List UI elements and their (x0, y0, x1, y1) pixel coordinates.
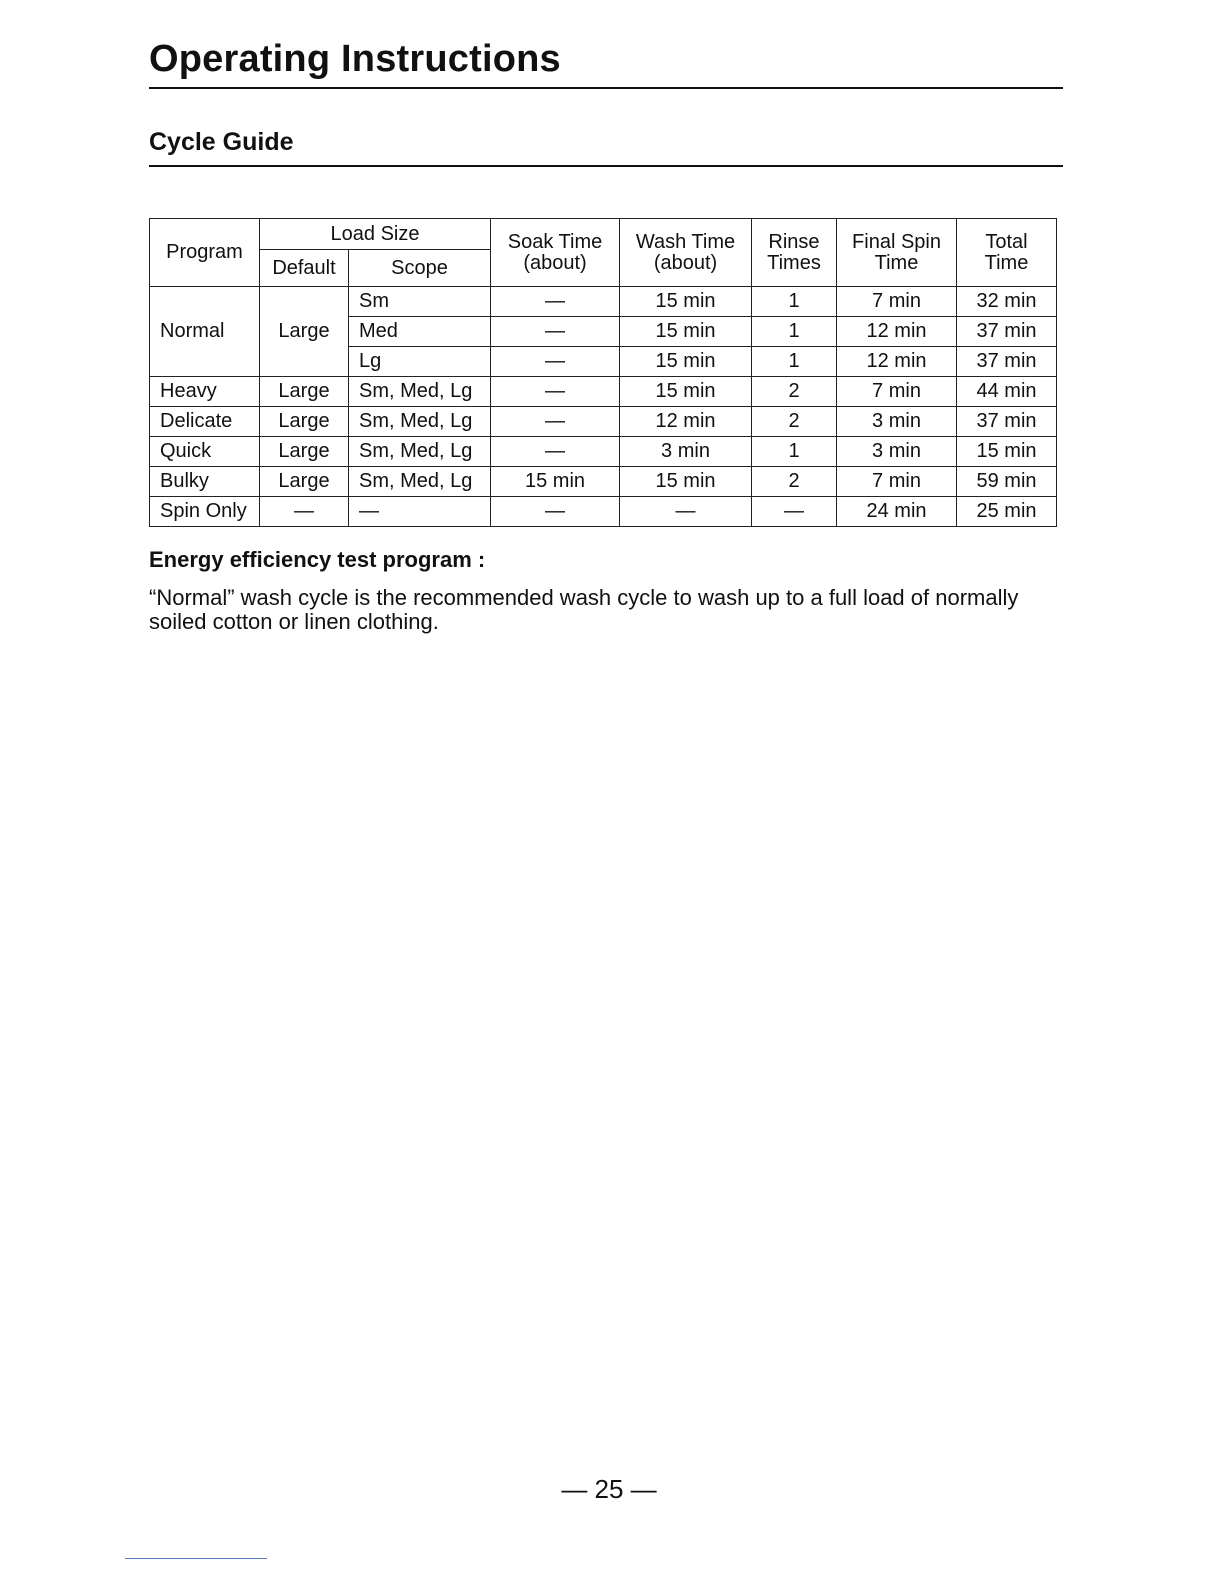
total-cell: 32 min (957, 287, 1057, 317)
program-cell: Delicate (150, 407, 260, 437)
section-divider (149, 165, 1063, 167)
wash-cell: 3 min (620, 437, 752, 467)
default-cell: Large (260, 287, 349, 377)
default-cell: Large (260, 437, 349, 467)
scope-cell: Lg (349, 347, 491, 377)
table-row (150, 377, 1057, 407)
program-cell: Bulky (150, 467, 260, 497)
section-title: Cycle Guide (149, 128, 294, 156)
total-cell: 59 min (957, 467, 1057, 497)
spin-cell: 24 min (837, 497, 957, 527)
default-cell: Large (260, 377, 349, 407)
rinse-cell: 1 (752, 317, 837, 347)
total-cell: 44 min (957, 377, 1057, 407)
header-program: Program (150, 219, 260, 287)
header-total-line1: Total (985, 230, 1028, 253)
header-row-1 (150, 219, 1057, 250)
header-wash-line1: Wash Time (635, 230, 736, 253)
wash-cell: 15 min (620, 287, 752, 317)
program-cell: Quick (150, 437, 260, 467)
scope-cell: Sm, Med, Lg (349, 407, 491, 437)
spin-cell: 7 min (837, 377, 957, 407)
total-cell: 15 min (957, 437, 1057, 467)
wash-cell: 15 min (620, 347, 752, 377)
rinse-cell: 1 (752, 437, 837, 467)
rinse-cell: 2 (752, 377, 837, 407)
spin-cell: 7 min (837, 467, 957, 497)
soak-cell: — (491, 317, 620, 347)
rinse-cell: 2 (752, 467, 837, 497)
header-rinse-line2: Times (767, 251, 821, 274)
wash-cell: 15 min (620, 467, 752, 497)
soak-cell: — (491, 407, 620, 437)
program-cell: Spin Only (150, 497, 260, 527)
header-spin-line1: Final Spin (852, 230, 941, 253)
default-cell: Large (260, 407, 349, 437)
total-cell: 37 min (957, 347, 1057, 377)
total-cell: 37 min (957, 407, 1057, 437)
spin-cell: 12 min (837, 347, 957, 377)
total-cell: 37 min (957, 317, 1057, 347)
scope-cell: Sm (349, 287, 491, 317)
scope-cell: Sm, Med, Lg (349, 377, 491, 407)
header-total-line2: Time (984, 251, 1029, 274)
energy-heading: Energy efficiency test program : (149, 547, 486, 572)
header-total-time (957, 219, 1057, 287)
spin-cell: 3 min (837, 437, 957, 467)
page-title: Operating Instructions (149, 38, 561, 80)
header-spin-line2: Time (874, 251, 919, 274)
table-row (150, 287, 1057, 317)
scope-cell: Sm, Med, Lg (349, 467, 491, 497)
spin-cell: 7 min (837, 287, 957, 317)
program-cell: Normal (150, 287, 260, 377)
soak-cell: — (491, 287, 620, 317)
wash-cell: 15 min (620, 317, 752, 347)
footer-line (125, 1558, 267, 1559)
table-row (150, 407, 1057, 437)
header-wash-line2: (about) (653, 251, 718, 274)
header-rinse-line1: Rinse (768, 230, 820, 253)
rinse-cell: — (752, 497, 837, 527)
soak-cell: — (491, 437, 620, 467)
soak-cell: — (491, 497, 620, 527)
soak-cell: — (491, 347, 620, 377)
default-cell: — (260, 497, 349, 527)
energy-description: “Normal” wash cycle is the recommended wash cycle to wash up to a full load of normally soiled cotton or linen clothing. (149, 585, 1019, 634)
header-load-size: Load Size (260, 219, 491, 250)
scope-cell: Sm, Med, Lg (349, 437, 491, 467)
table-row (150, 437, 1057, 467)
wash-cell: 15 min (620, 377, 752, 407)
header-final-spin (837, 219, 957, 287)
spin-cell: 12 min (837, 317, 957, 347)
spin-cell: 3 min (837, 407, 957, 437)
header-wash-time (620, 219, 752, 287)
header-rinse-times (752, 219, 837, 287)
rinse-cell: 2 (752, 407, 837, 437)
rinse-cell: 1 (752, 287, 837, 317)
table-row (150, 467, 1057, 497)
soak-cell: — (491, 377, 620, 407)
program-cell: Heavy (150, 377, 260, 407)
header-soak-line2: (about) (523, 251, 587, 274)
scope-cell: — (349, 497, 491, 527)
wash-cell: 12 min (620, 407, 752, 437)
header-soak-time (491, 219, 620, 287)
scope-cell: Med (349, 317, 491, 347)
table-row (150, 497, 1057, 527)
cycle-guide-table (149, 218, 1057, 527)
page-number: — 25 — (561, 1474, 657, 1504)
wash-cell: — (620, 497, 752, 527)
header-default: Default (260, 250, 349, 287)
total-cell: 25 min (957, 497, 1057, 527)
header-scope: Scope (349, 250, 491, 287)
soak-cell: 15 min (491, 467, 620, 497)
rinse-cell: 1 (752, 347, 837, 377)
title-divider (149, 87, 1063, 89)
header-soak-line1: Soak Time (507, 230, 603, 253)
default-cell: Large (260, 467, 349, 497)
